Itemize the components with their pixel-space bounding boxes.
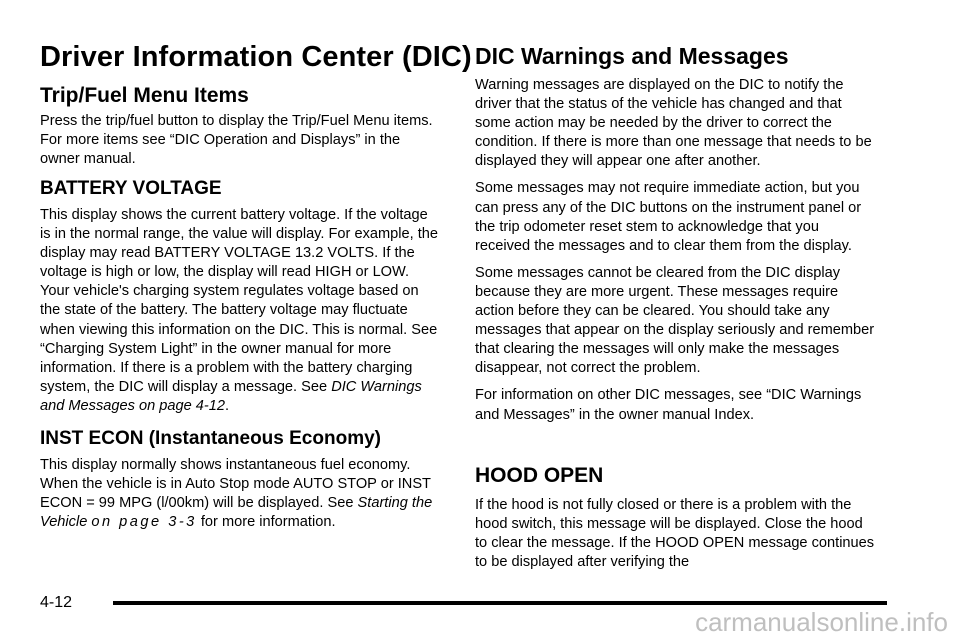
section-inst-econ bbox=[40, 428, 442, 532]
warnings-paragraph-1: Warning messages are displayed on the DIC to notify the driver that the status of the vehicle has changed and that some action may be needed by the driver to correct the condition. If there is more than one message that needs to be displayed they will appear one after another. bbox=[475, 77, 872, 170]
warnings-paragraph-2: Some messages may not require immediate action, but you can press any of the DIC buttons on the instrument panel or the trip odometer reset stem to acknowledge that you received the messages and to clear them from the display. bbox=[475, 180, 862, 254]
section-battery-voltage bbox=[40, 178, 438, 416]
page-number: 4-12 bbox=[40, 594, 73, 611]
starting-vehicle-ref: Starting the Vehicle bbox=[40, 495, 433, 531]
section-dic-warnings bbox=[475, 76, 875, 433]
warnings-paragraph-3: Some messages cannot be cleared from the DIC display because they are more urgent. These messages require action before they can be cleared. You should take any messages that appear on the display seriously and remember that clearing the messages will only make the messages disappear, not correct the problem. bbox=[475, 264, 875, 377]
footer-rule bbox=[113, 601, 887, 605]
inst-econ-suffix: for more information. bbox=[200, 514, 336, 531]
section-hood-open bbox=[475, 464, 875, 580]
inst-econ-body: This display normally shows instantaneous fuel economy. When the vehicle is in Auto Stop mode AUTO STOP or INST ECON = 99 MPG (l/00km) will be displayed. See bbox=[40, 457, 431, 512]
battery-voltage-text bbox=[40, 206, 438, 416]
watermark: carmanualsonline.info bbox=[695, 607, 948, 637]
battery-voltage-body: This display shows the current battery voltage. If the voltage is in the normal range, the value will display. For example, the display may read BATTERY VOLTAGE 13.2 VOLTS. If the voltage is high or low, the display will read HIGH or LOW. Your vehicle's charging system regulates voltage based on the state of the battery. The battery voltage may fluctuate when viewing this information on the DIC. This is normal. See “Charging System Light” in the owner manual for more information. If there is a problem with the battery charging system, the DIC will display a message. bbox=[40, 207, 439, 395]
trip-fuel-text: Press the trip/fuel button to display the Trip/Fuel Menu items. For more items see “DIC Operation and Displays” in the owner manual. bbox=[40, 113, 433, 168]
cross-reference-dic-warnings[interactable]: DIC Warnings and Messages on page 4-12 bbox=[40, 378, 422, 414]
see-prefix: See bbox=[301, 378, 328, 395]
dic-warnings-title: DIC Warnings and Messages bbox=[475, 43, 789, 69]
starting-vehicle-page: on page 3-3 bbox=[91, 514, 197, 531]
battery-voltage-heading: BATTERY VOLTAGE bbox=[40, 178, 222, 199]
trip-fuel-heading: Trip/Fuel Menu Items bbox=[40, 84, 249, 107]
warnings-paragraph-4: For information on other DIC messages, see “DIC Warnings and Messages” in the owner manual Index. bbox=[475, 387, 862, 423]
page-title: Driver Information Center (DIC) bbox=[40, 41, 472, 73]
inst-econ-text bbox=[40, 456, 442, 532]
inst-econ-heading: INST ECON (Instantaneous Economy) bbox=[40, 428, 381, 449]
see-suffix: . bbox=[225, 397, 230, 414]
hood-open-heading: HOOD OPEN bbox=[475, 464, 604, 487]
hood-open-text: If the hood is not fully closed or there is a problem with the hood switch, this message will be displayed. Close the hood to clear the message. If the HOOD OPEN message continues to be displayed after verifying the bbox=[475, 497, 875, 571]
section-trip-fuel bbox=[40, 84, 442, 169]
